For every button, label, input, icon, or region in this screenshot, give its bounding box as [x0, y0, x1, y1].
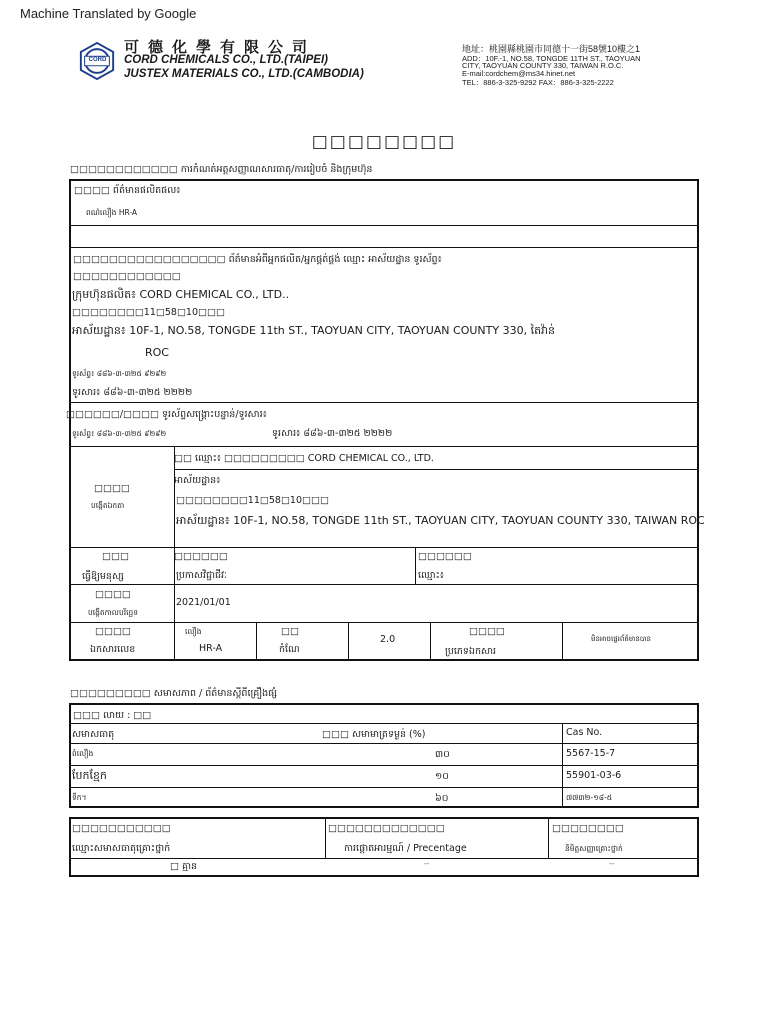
yellow-label: លឿង [185, 627, 202, 636]
row-3-name: ទឹក។ [72, 793, 87, 802]
col-content: □□□ សមាមាត្រទម្ងន់ (%) [322, 729, 426, 740]
maker-label: ធ្វើឱ្យមនុស្ស [82, 571, 124, 582]
creator-name: □□ ឈ្មោះ៖ □□□□□□□□□ CORD CHEMICAL CO., LTD. [174, 453, 434, 464]
hazard-symbol-boxes: □□□□□□□□ [552, 823, 624, 834]
maker-boxes: □□□ [102, 551, 129, 562]
header-email: E-mail:cordchem@ms34.hinet.net [462, 69, 576, 78]
manufacturer-address: អាស័យដ្ឋាន៖ 10F-1, NO.58, TONGDE 11th ST., TAOYUAN CITY, TAOYUAN COUNTY 330, តៃវ៉ាន់ [72, 324, 556, 337]
product-info-label: □□□□ ព័ត៌មានផលិតផល៖ [74, 185, 181, 196]
doctype-boxes: □□□□ [469, 626, 505, 637]
header-address-chinese: 地址：桃園縣桃園市同德十一街58號10樓之1 [462, 44, 641, 54]
col-substance: សមាសធាតុ [72, 729, 115, 740]
row-2-pct: ១០ [435, 771, 449, 782]
creator-boxes: □□□□ [94, 483, 130, 494]
creator-address-cn: □□□□□□□□11□58□10□□□ [176, 495, 329, 506]
company-name-chinese: 可德化學有限公司 [124, 38, 317, 56]
version-label: កំណែ [279, 644, 300, 655]
emergency-contact-label: □□□□□□/□□□□ ទូរស័ព្ទសង្គ្រោះបន្ទាន់/ទូរសារ៖ [66, 409, 267, 420]
row-1-name: ពំលឿង [72, 749, 94, 758]
header-address-en-1: ADD：10F.-1, NO.58, TONGDE 11TH ST., TAOYUAN [462, 54, 641, 63]
document-type-label: ប្រភេទឯកសារ [445, 646, 497, 657]
row-2-cas: 55901-03-6 [566, 770, 622, 781]
manufacturer-company: ក្រុមហ៊ុនផលិត៖ CORD CHEMICAL CO., LTD.. [72, 288, 290, 301]
emergency-fax: ទូរសារ៖ ៨៨៦-៣-៣២៥ ២២២២ [272, 428, 393, 439]
version-boxes: □□ [281, 626, 299, 637]
concentration-value: -- [424, 859, 430, 868]
document-number-label: ឯកសារលេខ [90, 644, 136, 655]
creator-address-label: អាស័យដ្ឋាន៖ [174, 475, 221, 486]
machine-translation-watermark: Machine Translated by Google [20, 6, 197, 21]
row-3-pct: ៦០ [435, 793, 449, 804]
section1-heading: □□□□□□□□□□□□ ការកំណត់អត្តសញ្ញាណសារធាតុ/ការរៀបចំ និងក្រុមហ៊ុន [70, 164, 373, 175]
professional-title-label: ប្រកាសវិជ្ជាជីវៈ [176, 570, 227, 581]
concentration-label: ការផ្តោតអារម្មណ៍ / Precentage [344, 843, 467, 854]
hazard-symbol-label: និមិត្តសញ្ញាគ្រោះថ្នាក់ [565, 844, 623, 853]
manufacturer-phone: ទូរស័ព្ទ៖ ៨៨៦-៣-៣២៥ ៩២៩២ [72, 369, 167, 378]
mixture-label: □□□ លាយ : □□ [73, 710, 152, 721]
supplier-boxes: □□□□□□□□□□□□ [73, 271, 181, 282]
document-number-value: HR-A [199, 643, 223, 654]
manufacturer-fax: ទូរសារ៖ ៨៨៦-៣-៣២៥ ២២២២ [72, 387, 193, 398]
header-address-en-2: CITY, TAOYUAN COUNTY 330, TAIWAN R.O.C. [462, 61, 624, 70]
company-name-taipei: CORD CHEMICALS CO., LTD.(TAIPEI) [124, 54, 329, 66]
name-label: ឈ្មោះ៖ [418, 570, 444, 581]
docno-boxes: □□□□ [95, 626, 131, 637]
creation-date-label: បង្កើតកាលបរិច្ឆេទ [88, 608, 138, 617]
emergency-phone: ទូរស័ព្ទ៖ ៨៨៦-៣-៣២៥ ៩២៩២ [72, 429, 167, 438]
logo-text: CORD [88, 57, 107, 63]
version-value: 2.0 [380, 634, 396, 645]
date-boxes: □□□□ [95, 589, 131, 600]
row-1-pct: ៣០ [435, 749, 450, 760]
creator-label: បង្កើតឯកតា [91, 501, 125, 510]
section2-heading: □□□□□□□□□ សមាសភាព / ព័ត៌មានស្តីពីគ្រឿងផ្សំ [70, 688, 278, 699]
concentration-boxes: □□□□□□□□□□□□□ [328, 823, 445, 834]
document-title: □□□□□□□□ [311, 132, 457, 152]
creator-address: អាស័យដ្ឋាន៖ 10F-1, NO.58, TONGDE 11th ST., TAOYUAN CITY, TAOYUAN COUNTY 330, TAIWAN ROC [176, 514, 705, 527]
row-2-name: បែកខ្មែក [72, 769, 107, 782]
product-name: ពណ៌លឿង HR-A [86, 208, 138, 217]
name-boxes: □□□□□□ [418, 551, 472, 562]
row-3-cas: ៧៧៣២-១៨-៥ [566, 793, 613, 802]
manufacturer-country: ROC [145, 346, 169, 359]
hazard-symbol-value: -- [609, 859, 615, 868]
title-boxes: □□□□□□ [174, 551, 228, 562]
supplier-info-label: □□□□□□□□□□□□□□□□□ ព័ត៌មានអំពីអ្នកផលិត/អ្នកផ្គត់ផ្គង់ ឈ្មោះ អាស័យដ្ឋាន ទូរស័ព្ទ៖ [73, 254, 442, 265]
hazard-name-boxes: □□□□□□□□□□□ [72, 823, 171, 834]
hazard-component-name-label: ឈ្មោះសមាសធាតុគ្រោះថ្នាក់ [72, 843, 171, 854]
creation-date-value: 2021/01/01 [176, 597, 231, 608]
hazard-none-value: □ គ្មាន [170, 861, 198, 872]
manufacturer-address-cn: □□□□□□□□11□58□10□□□ [72, 307, 225, 318]
col-cas: Cas No. [566, 727, 603, 738]
document-type-value: មិនអាចផ្ទេរព័ត៌មានបាន [591, 635, 651, 643]
row-1-cas: 5567-15-7 [566, 748, 616, 759]
company-name-cambodia: JUSTEX MATERIALS CO., LTD.(CAMBODIA) [124, 68, 364, 80]
header-tel-fax: TEL：886-3-325-9292 FAX：886-3-325-2222 [462, 78, 614, 87]
